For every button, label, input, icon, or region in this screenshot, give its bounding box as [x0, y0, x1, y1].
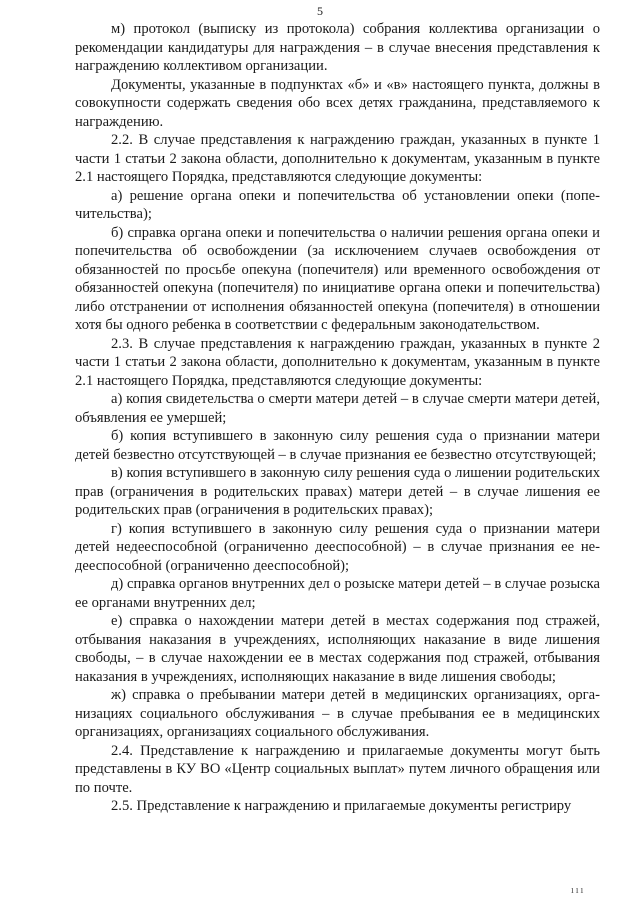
paragraph-2-3-item-v: в) копия вступившего в законную силу решения суда о лишении родительских прав (ограничения в родительских правах) матери детей – в случае лишения ее родительских прав (ограничения в родительских правах);	[75, 465, 600, 518]
corner-mark: ııı	[571, 885, 586, 896]
paragraph-section-2-2: 2.2. В случае представления к награждению граждан, указанных в пункте 1 части 1 статьи 2 закона области, дополнительно к документам, указанным в пункте 2.1 настоящего Порядка, представляются следующие документы:	[75, 132, 600, 185]
page-number: 5	[317, 4, 323, 18]
paragraph-2-2-item-a: а) решение органа опеки и попечительства об установлении опеки (попечительства);	[75, 187, 600, 222]
paragraph-section-2-5: 2.5. Представление к награждению и прилагаемые документы регистриру	[111, 798, 572, 814]
paragraph-2-3-item-g: г) копия вступившего в законную силу решения суда о признании матери детей недееспособной (ограниченно дееспособной) – в случае признания ее недееспособной (ограниченно дееспособной);	[75, 520, 600, 574]
paragraph-section-2-4: 2.4. Представление к награждению и прилагаемые документы могут быть представлены в КУ ВО «Центр социальных выплат» путем личного обращения или по почте.	[75, 742, 600, 796]
paragraph-documents-note: Документы, указанные в подпунктах «б» и «в» настоящего пункта, должны в совокупности содержать сведения обо всех детях гражданина, представляемого к награждению.	[75, 76, 600, 130]
paragraph-2-3-item-e: е) справка о нахождении матери детей в местах содержания под стражей, отбывания наказания в учреждениях, исполняющих наказание в виде лишения свободы, – в случае нахождении ее в местах содержания под стражей, отбывания наказания в учреждениях, исполняющих наказание в виде лишения свободы;	[75, 613, 600, 685]
document-body	[75, 20, 600, 816]
paragraph-2-3-item-zh: ж) справка о пребывании матери детей в медицинских организациях, организациях социального обслуживания – в случае пребывания ее в медицинских организациях, организациях социального обслуживания.	[75, 687, 600, 740]
paragraph-section-2-3: 2.3. В случае представления к награждению граждан, указанных в пункте 2 части 1 статьи 2 закона области, дополнительно к документам, указанным в пункте 2.1 настоящего Порядка, представляются следующие документы:	[75, 335, 600, 389]
paragraph-item-m: м) протокол (выписку из протокола) собрания коллектива организации о рекомендации кандидатуры для награждения – в случае внесения представления к награждению коллективом организации.	[75, 21, 600, 74]
paragraph-2-3-item-a: а) копия свидетельства о смерти матери детей – в случае смерти матери детей, объявления ее умершей;	[75, 391, 600, 426]
paragraph-2-3-item-d: д) справка органов внутренних дел о розыске матери детей – в случае розыска ее органами внутренних дел;	[75, 576, 600, 611]
paragraph-2-3-item-b: б) копия вступившего в законную силу решения суда о признании матери детей безвестно отсутствующей – в случае признания ее безвестно отсутствующей;	[75, 428, 600, 463]
paragraph-2-2-item-b: б) справка органа опеки и попечительства о наличии решения органа опеки и попечительства об освобождении (за исключением случаев освобождения от обязанностей по просьбе опекуна (попечителя) или временного освобождения от обязанностей опекуна (попечителя) по инициативе органа опеки и попечительства) либо отстранении от исполнения обязанностей опекуна (попечителя) в отношении хотя бы одного ребенка в соответствии с федеральным законодательством.	[75, 224, 600, 333]
